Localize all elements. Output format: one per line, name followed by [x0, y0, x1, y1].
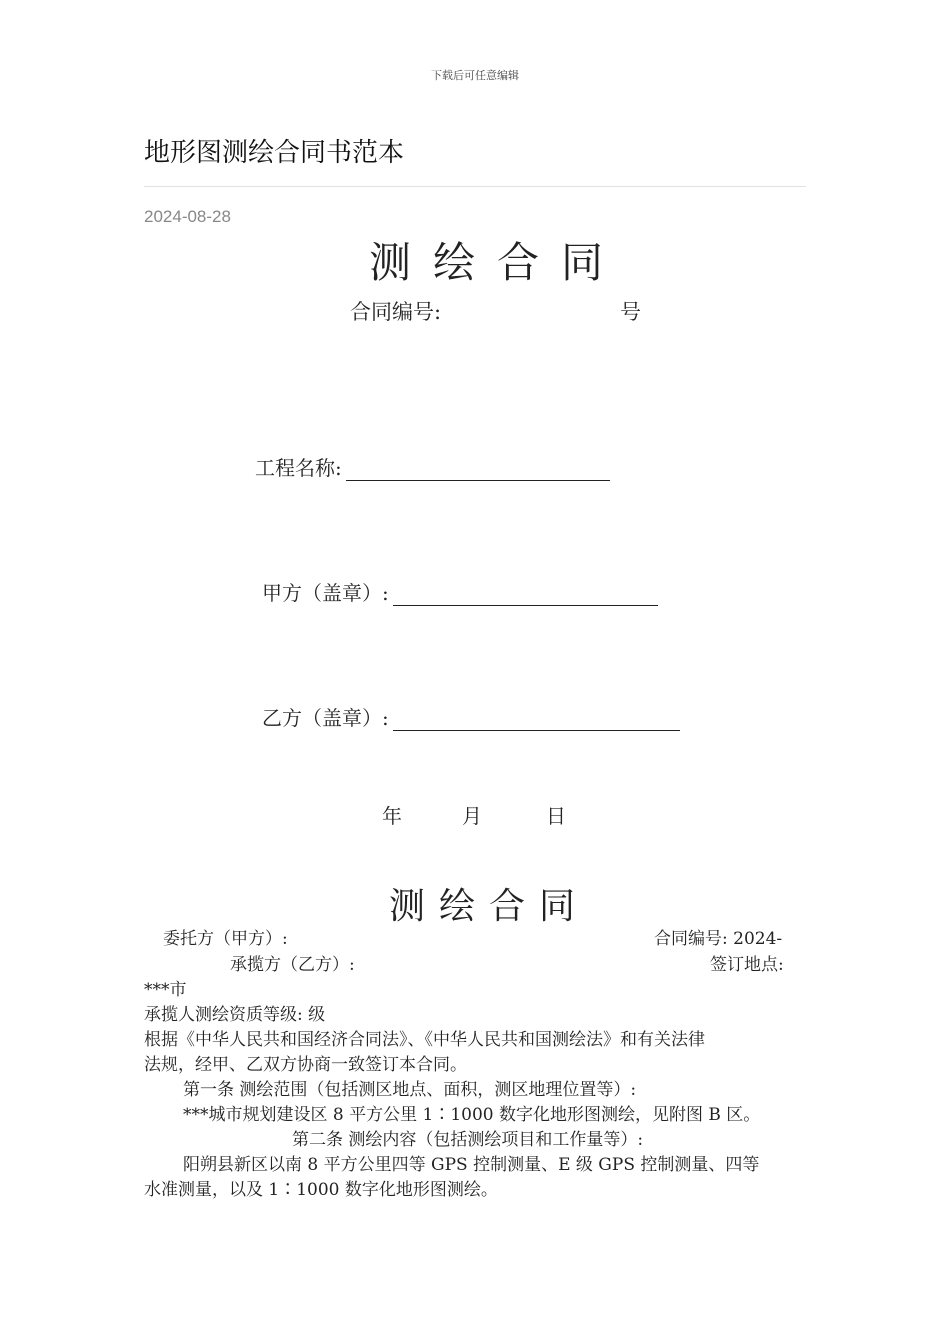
article-1-title: 第一条 测绘范围（包括测区地点、面积，测区地理位置等）: [183, 1080, 637, 1100]
basis-line-1: 根据《中华人民共和国经济合同法》、《中华人民共和国测绘法》和有关法律 [144, 1030, 705, 1050]
document-title: 地形图测绘合同书范本 [144, 138, 405, 168]
contract-number: 合同编号: 2024- [654, 929, 783, 949]
day-label: 日 [546, 804, 566, 828]
month-label: 月 [462, 804, 482, 828]
party-b-blank [393, 708, 680, 731]
article-2-line-1: 阳朔县新区以南 8 平方公里四等 GPS 控制测量、E 级 GPS 控制测量、四等 [183, 1155, 760, 1175]
project-name-blank [346, 458, 610, 481]
basis-line-2: 法规，经甲、乙双方协商一致签订本合同。 [144, 1055, 467, 1075]
header-note: 下载后可任意编辑 [431, 69, 519, 82]
signature-date [382, 800, 566, 829]
year-label: 年 [382, 804, 402, 828]
party-a-label: 甲方（盖章）: [262, 581, 389, 605]
contract-title: 测绘合同 [388, 886, 589, 927]
publish-date: 2024-08-28 [144, 207, 231, 226]
qualification-line: 承揽人测绘资质等级: 级 [144, 1005, 326, 1025]
party-b-field [262, 702, 680, 731]
party-a-field [262, 577, 658, 606]
article-2-line-2: 水准测量，以及 1∶1000 数字化地形图测绘。 [144, 1180, 498, 1200]
city-line: ***市 [144, 980, 187, 1000]
cover-title: 测绘合同 [368, 238, 625, 287]
cover-contract-no-label: 合同编号: [350, 300, 442, 324]
party-a-blank [393, 583, 658, 606]
project-name-field [255, 452, 610, 481]
article-1-body: ***城市规划建设区 8 平方公里 1∶1000 数字化地形图测绘，见附图 B 区。 [183, 1105, 761, 1125]
client-label: 委托方（甲方）: [163, 929, 288, 949]
project-name-label: 工程名称: [255, 456, 342, 480]
article-2-title: 第二条 测绘内容（包括测绘项目和工作量等）: [292, 1130, 644, 1150]
contractor-label: 承揽方（乙方）: [230, 955, 355, 975]
sign-place-label: 签订地点: [710, 955, 784, 975]
party-b-label: 乙方（盖章）: [262, 706, 389, 730]
cover-contract-no-suffix: 号 [620, 300, 641, 324]
title-divider [144, 186, 806, 187]
